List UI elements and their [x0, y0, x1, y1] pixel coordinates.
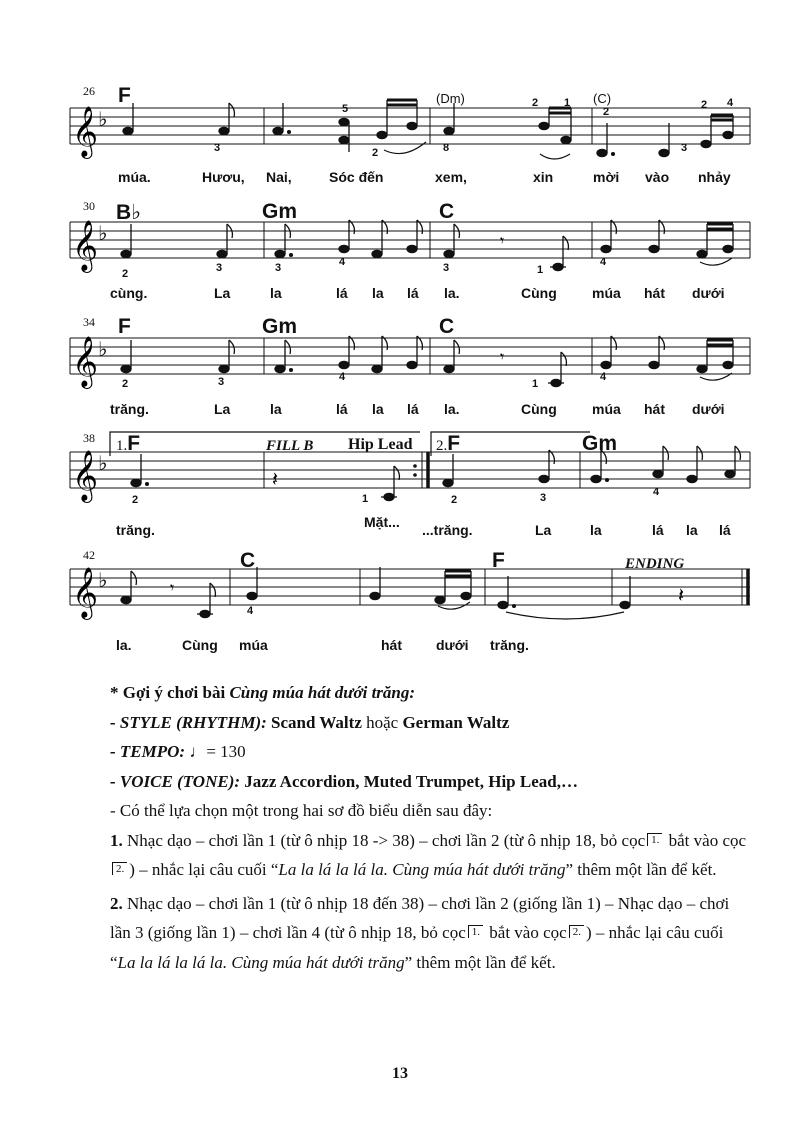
tempo-line: - TEMPO: ♩= 130: [110, 742, 246, 761]
fingering: 3: [275, 262, 282, 274]
treble-clef-icon: 𝄞: [72, 336, 99, 387]
chord-symbol: F: [118, 84, 131, 107]
chord-symbol: (Dm): [436, 91, 465, 106]
voice-label: Hip Lead: [348, 436, 413, 453]
fingering: 3: [681, 142, 688, 154]
fingering: 3: [216, 262, 223, 274]
fingering: 4: [339, 256, 346, 268]
fingering: 1: [564, 97, 571, 109]
chord-symbol: Gm: [582, 432, 618, 455]
choose-line: - Có thể lựa chọn một trong hai sơ đồ biểu diễn sau đây:: [110, 801, 493, 820]
chord-symbol: C: [439, 200, 455, 223]
lyric: trăng.: [110, 401, 149, 417]
lyric: hát: [644, 285, 665, 301]
treble-clef-icon: 𝄞: [72, 220, 99, 271]
quarter-note-icon: ♩: [189, 742, 207, 761]
fingering: 4: [727, 97, 734, 109]
svg-text:𝄾: 𝄾: [500, 231, 505, 250]
fill-label: FILL B: [266, 438, 314, 454]
chord-symbol: C: [439, 315, 455, 338]
svg-text:𝄽: 𝄽: [272, 467, 279, 491]
ending-label: ENDING: [625, 556, 685, 572]
fingering: 2: [122, 378, 129, 390]
lyric: la: [372, 401, 384, 417]
fingering: 4: [600, 256, 607, 268]
fingering: 1: [537, 264, 544, 276]
lyric: hát: [644, 401, 665, 417]
lyric: Cùng: [521, 401, 557, 417]
chord-symbol: Gm: [262, 200, 298, 223]
option-2: 2. Nhạc dạo – chơi lần 1 (từ ô nhịp 18 đến 38) – chơi lần 2 (giống lần 1) – Nhạc dạo – chơi lần 3 (giống lần 1) – chơi lần 4 (từ ô nhịp 18, bỏ cọc 1. bắt vào cọc 2. ) – nhắc lại câu cuối “La la lá la lá la. Cùng múa hát dưới trăng” thêm một lần để kết.: [110, 893, 730, 972]
lyric: múa: [239, 637, 268, 653]
lyric: Mặt...: [364, 514, 400, 530]
volta-box-2: 2.: [569, 925, 584, 938]
svg-text:♭: ♭: [98, 107, 108, 131]
fingering: 1: [362, 493, 369, 505]
fingering: 1: [532, 378, 539, 390]
treble-clef-icon: 𝄞: [72, 567, 99, 618]
fingering: 2: [701, 99, 708, 111]
lyric: la.: [444, 285, 460, 301]
lyric: lá: [652, 522, 664, 538]
lyric: mời: [593, 169, 620, 185]
chord-symbol: (C): [593, 91, 612, 106]
lyric: múa: [592, 285, 621, 301]
fingering: 4: [247, 605, 254, 617]
page-number: 13: [392, 1065, 408, 1082]
measure-number: 38: [83, 431, 95, 445]
lyric: nhảy: [698, 169, 731, 185]
fingering: 4: [653, 486, 660, 498]
lyric: La: [214, 401, 231, 417]
svg-text:𝄾: 𝄾: [500, 347, 505, 366]
lyric: múa: [592, 401, 621, 417]
style-line: - STYLE (RHYTHM): Scand Waltz hoặc German Waltz: [110, 712, 510, 732]
volta-2: 2.F: [436, 432, 461, 455]
lyric: la.: [116, 637, 132, 653]
fingering: 8: [443, 142, 450, 154]
lyric: xin: [533, 169, 554, 185]
fingering: 2: [372, 147, 379, 159]
lyric: múa.: [118, 169, 151, 185]
chord-symbol: Gm: [262, 315, 298, 338]
chord-symbol: B♭: [116, 201, 142, 224]
volta-box-1: 1.: [468, 925, 483, 938]
volta-box-1: 1.: [647, 833, 662, 846]
measure-number: 30: [83, 199, 95, 213]
chord-symbol: C: [240, 549, 256, 572]
lyric: la: [270, 285, 282, 301]
notes-intro: * Gợi ý chơi bài Cùng múa hát dưới trăng:: [110, 683, 416, 702]
fingering: 4: [339, 371, 346, 383]
lyric: dưới: [692, 401, 725, 417]
lyric: la: [270, 401, 282, 417]
chord-symbol: F: [492, 549, 505, 572]
fingering: 3: [218, 376, 225, 388]
lyric: hát: [381, 637, 402, 653]
performance-notes: [110, 678, 750, 977]
option-1: 1. Nhạc dạo – chơi lần 1 (từ ô nhịp 18 -> 38) – chơi lần 2 (từ ô nhịp 18, bỏ cọc 1. bắt vào cọc2. ) – nhắc lại câu cuối “La la lá la lá la. Cùng múa hát dưới trăng” thêm một lần để kết.: [110, 830, 747, 879]
fingering: 3: [540, 492, 547, 504]
lyric: La: [535, 522, 552, 538]
lyric: cùng.: [110, 285, 148, 301]
lyric: Sóc đến: [329, 169, 384, 185]
svg-text:♭: ♭: [98, 451, 108, 475]
lyric: vào: [645, 169, 670, 185]
lyric: La: [214, 285, 231, 301]
measure-number: 26: [83, 84, 95, 98]
lyric: trăng.: [116, 522, 155, 538]
lyric: lá: [407, 285, 419, 301]
lyric: la.: [444, 401, 460, 417]
volta-box-2: 2.: [112, 862, 127, 875]
fingering: 2: [122, 268, 129, 280]
treble-clef-icon: 𝄞: [72, 450, 99, 501]
svg-text:𝄽: 𝄽: [678, 583, 685, 607]
lyric: la: [686, 522, 698, 538]
lyric: Cùng: [182, 637, 218, 653]
fingering: 3: [214, 142, 221, 154]
fingering: 2: [132, 494, 139, 506]
svg-text:♭: ♭: [98, 568, 108, 592]
svg-text:♭: ♭: [98, 221, 108, 245]
lyric: Nai,: [266, 169, 292, 185]
svg-text:𝄾: 𝄾: [170, 578, 175, 597]
fingering: 2: [603, 106, 610, 118]
lyric: Cùng: [521, 285, 557, 301]
volta-1: 1.F: [116, 432, 141, 455]
lyric: dưới: [692, 285, 725, 301]
lyric: lá: [719, 522, 731, 538]
fingering: 2: [532, 97, 539, 109]
fingering: 5: [342, 103, 349, 115]
svg-text:♭: ♭: [98, 337, 108, 361]
lyric: la: [372, 285, 384, 301]
fingering: 4: [600, 371, 607, 383]
measure-number: 34: [83, 315, 95, 329]
measure-number: 42: [83, 548, 95, 562]
fingering: 2: [451, 494, 458, 506]
lyric: dưới: [436, 637, 469, 653]
lyric: ...trăng.: [422, 522, 473, 538]
lyric: Hươu,: [202, 169, 245, 185]
treble-clef-icon: 𝄞: [72, 106, 99, 157]
lyric: lá: [336, 401, 348, 417]
lyric: lá: [336, 285, 348, 301]
voice-line: - VOICE (TONE): Jazz Accordion, Muted Trumpet, Hip Lead,…: [110, 771, 578, 791]
chord-symbol: F: [118, 315, 131, 338]
lyric: lá: [407, 401, 419, 417]
lyric: trăng.: [490, 637, 529, 653]
lyric: la: [590, 522, 602, 538]
lyric: xem,: [435, 169, 467, 185]
fingering: 3: [443, 262, 450, 274]
